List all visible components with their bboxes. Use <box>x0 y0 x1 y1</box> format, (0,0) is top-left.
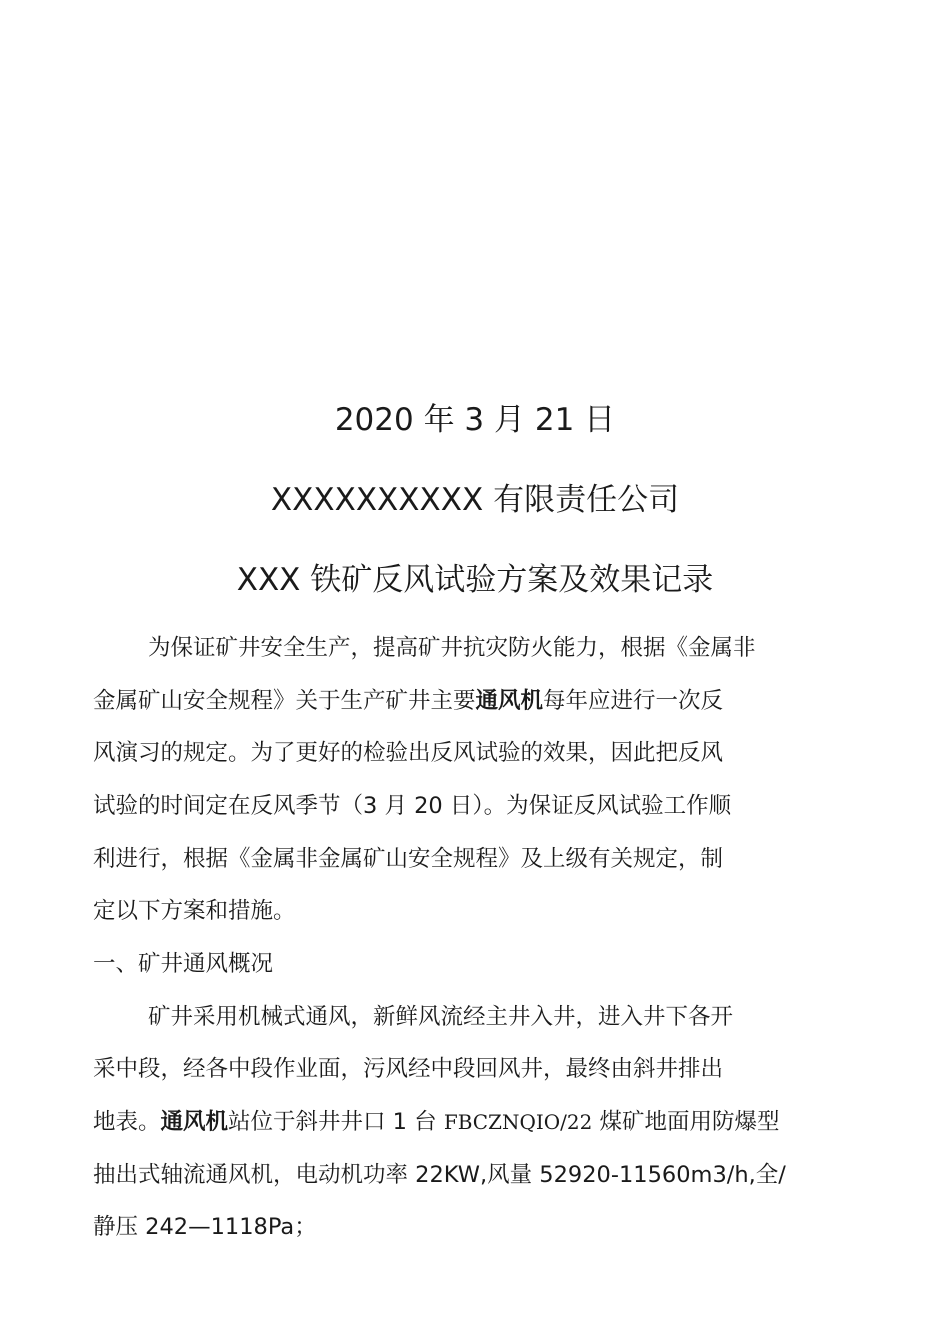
section-1-line-3 <box>93 1096 853 1149</box>
section-1-line-3-start: 地表。 <box>93 1109 161 1136</box>
intro-line-6: 定以下方案和措施。 <box>93 898 296 925</box>
date-heading: 2020 年 3 月 21 日 <box>334 402 616 438</box>
intro-line-4: 试验的时间定在反风季节（3 月 20 日）。为保证反风试验工作顺 <box>93 793 732 820</box>
section-1-heading: 一、矿井通风概况 <box>93 951 274 977</box>
document-title: XXX 铁矿反风试验方案及效果记录 <box>236 562 714 598</box>
ventilator-term-2: 通风机 <box>160 1109 229 1136</box>
fan-model-number: FBCZNQIO/22 <box>443 1110 593 1135</box>
section-1 <box>93 938 853 1254</box>
intro-line-2-end: 每年应进行一次反 <box>543 687 724 714</box>
section-1-line-3-end: 煤矿地面用防爆型 <box>592 1109 780 1136</box>
intro-line-5: 利进行，根据《金属非金属矿山安全规程》及上级有关规定，制 <box>93 845 724 872</box>
section-1-line-3-mid: 站位于斜井井口 1 台 <box>228 1109 444 1136</box>
intro-line-2 <box>93 675 853 728</box>
intro-paragraph <box>93 622 853 938</box>
intro-line-1: 为保证矿井安全生产，提高矿井抗灾防火能力，根据《金属非 <box>148 635 756 661</box>
intro-line-2-start: 金属矿山安全规程》关于生产矿井主要 <box>93 687 476 714</box>
intro-line-3: 风演习的规定。为了更好的检验出反风试验的效果，因此把反风 <box>93 740 724 767</box>
section-1-line-5: 静压 242—1118Pa； <box>93 1214 317 1241</box>
section-1-line-1: 矿井采用机械式通风，新鲜风流经主井入井，进入井下各开 <box>148 1003 734 1030</box>
section-1-line-4: 抽出式轴流通风机，电动机功率 22KW,风量 52920-11560m3/h,全/ <box>93 1161 786 1188</box>
section-1-line-2: 采中段，经各中段作业面，污风经中段回风井，最终由斜井排出 <box>93 1056 724 1083</box>
company-heading: XXXXXXXXXX 有限责任公司 <box>270 482 680 518</box>
ventilator-term: 通风机 <box>475 687 544 714</box>
